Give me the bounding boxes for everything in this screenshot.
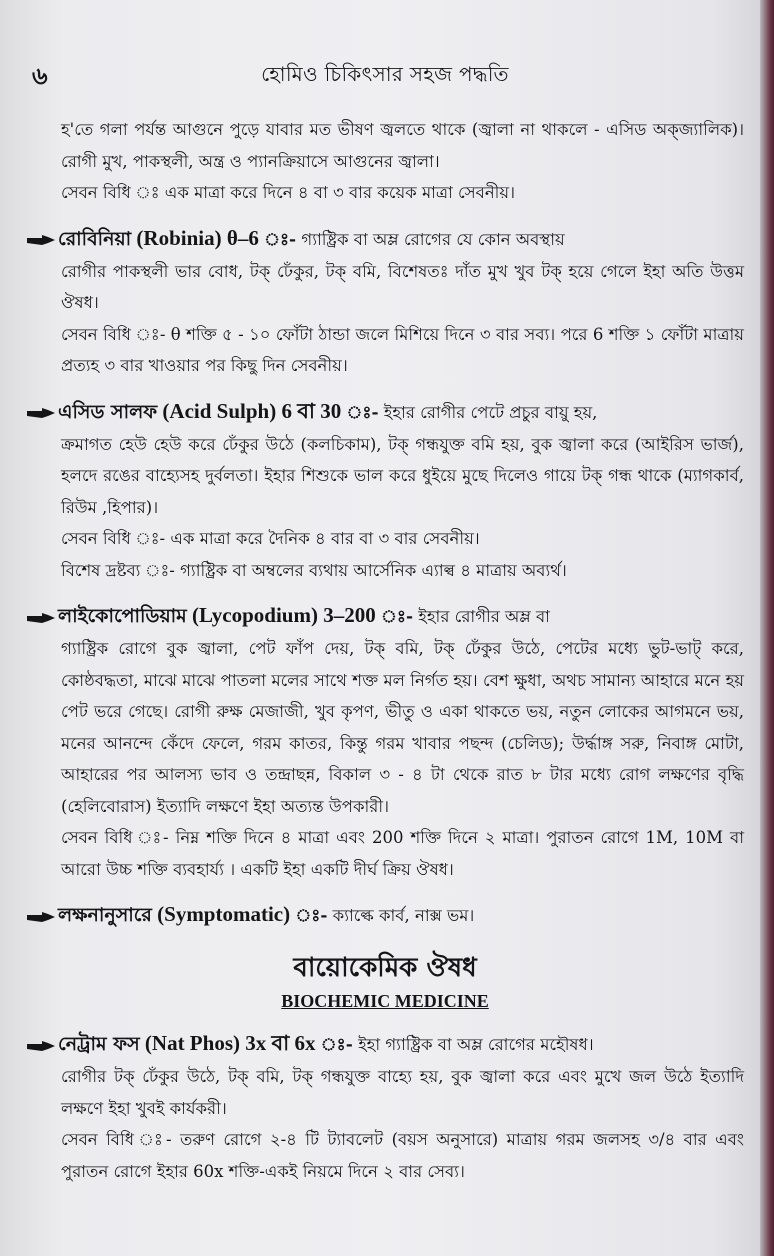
intro-dosage: সেবন বিধি ঃ এক মাত্রা করে দিনে ৪ বা ৩ বার কয়েক মাত্রা সেবনীয়। xyxy=(61,183,516,202)
remedy-potency: 3x বা 6x xyxy=(245,1031,316,1055)
biochemic-entry-nat-phos xyxy=(26,1028,744,1187)
remedy-body: রোগীর টক্ ঢেঁকুর উঠে, টক্ বমি, টক্ গন্ধযুক্ত বাহ্যে হয়, বুক জ্বালা করে এবং মুখে জল উঠে ইত্যাদি লক্ষণে ইহা খুবই কার্যকরী। xyxy=(61,1067,744,1118)
remedy-dosage: সেবন বিধি ঃ- নিম্ন শক্তি দিনে ৪ মাত্রা এবং 200 শক্তি দিনে ২ মাত্রা। পুরাতন রোগে 1M, 10M বা আরো উচ্চ শক্তি ব্যবহার্য্য । একটি ইহা একটি দীর্ঘ ক্রিয় ঔষধ। xyxy=(61,828,744,879)
remedy-potency: θ–6 xyxy=(226,225,259,250)
remedy-name: এসিড সালফ xyxy=(58,400,158,423)
remedy-name: নেট্রাম ফস xyxy=(58,1033,140,1055)
remedy-latin-name: (Lycopodium) xyxy=(191,603,318,627)
separator: ঃ- xyxy=(320,1035,353,1055)
intro-text: হ'তে গলা পর্যন্ত আগুনে পুড়ে যাবার মত ভীষণ জ্বলতে থাকে (জ্বালা না থাকলে - এসিড অক্‌জ্যালিক)। রোগী মুখ, পাকস্থলী, অন্ত্র ও প্যানক্রিয়াসে আগুনের জ্বালা। xyxy=(61,120,744,171)
remedy-dosage: সেবন বিধি ঃ- তরুণ রোগে ২-৪ টি ট্যাবলেট (বয়স অনুসারে) মাত্রায় গরম জলসহ ৩/৪ বার এবং পুরাতন রোগে ইহার 60x শক্তি-একই নিয়মে দিনে ২ বার সেব্য। xyxy=(61,1130,744,1181)
pointing-hand-icon xyxy=(26,910,56,924)
remedy-head-text: ইহার রোগীর অম্ল বা xyxy=(418,607,550,626)
separator: ঃ- xyxy=(380,607,414,627)
book-edge xyxy=(760,0,774,1256)
pointing-hand-icon xyxy=(26,611,56,625)
remedy-head-text: ইহার রোগীর পেটে প্রচুর বায়ু হয়, xyxy=(383,402,598,422)
symptomatic-name: লক্ষনানুসারে xyxy=(58,904,152,926)
remedy-body: ক্রমাগত হেউ হেউ করে ঢেঁকুর উঠে (কলচিকাম), টক্ গন্ধযুক্ত বমি হয়, বুক জ্বালা করে (আইরিস ভার্জ), হলদে রঙের বাহ্যেসহ দুর্বলতা। ইহার শিশুকে ভাল করে ধুইয়ে মুছে দিলেও গায়ে টক্ গন্ধ থাকে (ম্যাগকার্ব, রিউম ,হিপার)। xyxy=(61,434,745,517)
remedy-dosage: সেবন বিধি ঃ- এক মাত্রা করে দৈনিক ৪ বার বা ৩ বার সেবনীয়। xyxy=(61,529,480,548)
remedy-entry-acid-sulph xyxy=(26,396,744,587)
symptomatic-text: ক্যাল্কে কার্ব, নাক্স ভম। xyxy=(332,906,475,925)
remedy-head-text: গ্যাষ্ট্রিক বা অম্ল রোগের যে কোন অবস্থায় xyxy=(301,229,565,249)
remedy-body: রোগীর পাকস্থলী ভার বোধ, টক্ ঢেঁকুর, টক্ বমি, বিশেষতঃ দাঁত মুখ খুব টক্ হয়ে গেলে ইহা অতি উত্তম ঔষধ। xyxy=(61,261,744,312)
remedy-latin-name: (Acid Sulph) xyxy=(162,398,277,423)
remedy-potency: 3–200 xyxy=(323,603,376,627)
section-subtitle: BIOCHEMIC MEDICINE xyxy=(281,991,489,1011)
pointing-hand-icon xyxy=(26,406,56,420)
separator: ঃ- xyxy=(295,906,328,926)
remedy-name: রোবিনিয়া xyxy=(58,227,132,250)
page-number: ৬ xyxy=(32,61,48,90)
remedy-entry-robinia xyxy=(26,223,744,382)
pointing-hand-icon xyxy=(26,233,56,247)
separator: ঃ- xyxy=(346,402,379,423)
symptomatic-heading xyxy=(26,899,744,932)
remedy-entry-lycopodium xyxy=(26,600,744,885)
remedy-special-note: বিশেষ দ্রষ্টব্য ঃ- গ্যাষ্ট্রিক বা অম্বলের ব্যথায় আর্সেনিক এ্যাল্ব ৪ মাত্রায় অব্যর্থ। xyxy=(61,560,567,580)
pointing-hand-icon xyxy=(26,1039,56,1053)
remedy-heading xyxy=(26,1028,744,1061)
running-title: হোমিও চিকিৎসার সহজ পদ্ধতি xyxy=(261,62,509,86)
separator: ঃ- xyxy=(264,229,297,250)
symptomatic-entry xyxy=(26,899,744,932)
symptomatic-latin: (Symptomatic) xyxy=(157,902,291,926)
page-header xyxy=(30,58,740,92)
remedy-heading xyxy=(26,396,744,429)
page-content xyxy=(26,114,744,1187)
remedy-heading xyxy=(26,223,744,256)
remedy-heading xyxy=(26,600,744,633)
remedy-dosage: সেবন বিধি ঃ- θ শক্তি ৫ - ১০ ফোঁটা ঠান্ডা জলে মিশিয়ে দিনে ৩ বার সব্য। পরে 6 শক্তি ১ ফোঁটা মাত্রায় প্রত্যহ ৩ বার খাওয়ার পর কিছু দিন সেবনীয়। xyxy=(61,324,744,375)
section-title: বায়োকেমিক ঔষধ xyxy=(293,953,477,983)
remedy-latin-name: (Nat Phos) xyxy=(144,1031,240,1055)
remedy-head-text: ইহা গ্যাষ্ট্রিক বা অম্ল রোগের মহৌষধ। xyxy=(358,1035,594,1054)
remedy-body: গ্যাষ্ট্রিক রোগে বুক জ্বালা, পেট ফাঁপ দেয়, টক্ বমি, টক্ ঢেঁকুর উঠে, পেটের মধ্যে ভুট-ভাট্ করে, কোষ্ঠবদ্ধতা, মাঝে মাঝে পাতলা মলের সাথে শক্ত মল নির্গত হয়। বেশ ক্ষুধা, অথচ সামান্য আহারে মনে হয় পেট ভরে গেছে। রোগী রুক্ষ মেজাজী, খুব কৃপণ, ভীতু ও একা থাকতে ভয়, নতুন লোকের আগমনে ভয়, মনের আনন্দে কেঁদে ফেলে, গরম কাতর, কিন্তু গরম খাবার পছন্দ (চেলিড); উর্দ্ধাঙ্গ সরু, নিবাঙ্গ মোটা, আহারের পর আলস্য ভাব ও তন্দ্রাছন্ন, বিকাল ৩ - ৪ টা থেকে রাত ৮ টার মধ্যে রোগ লক্ষণের বৃদ্ধি (হেলিবোরাস) ইত্যাদি লক্ষণে ইহা অত্যন্ত উপকারী। xyxy=(61,639,744,816)
remedy-latin-name: (Robinia) xyxy=(136,225,222,250)
remedy-potency: 6 বা 30 xyxy=(281,398,342,423)
remedy-name: লাইকোপোডিয়াম xyxy=(58,605,187,627)
